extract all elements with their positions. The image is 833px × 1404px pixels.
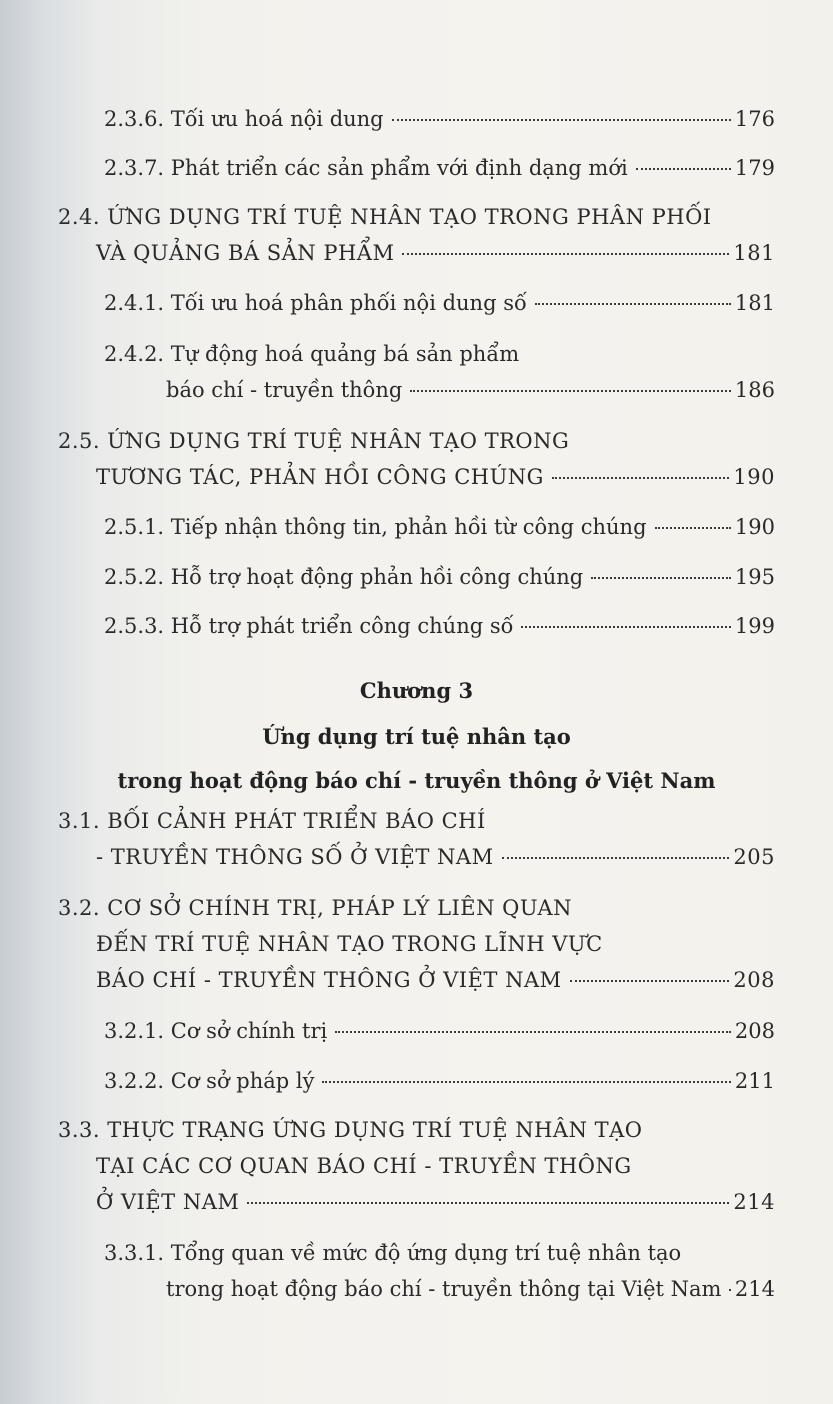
page-number: 208 — [734, 1019, 775, 1043]
toc-title-line-1: THỰC TRẠNG ỨNG DỤNG TRÍ TUỆ NHÂN TẠO — [107, 1118, 643, 1142]
leader-dots — [402, 253, 729, 255]
toc-entry-3-3-1[interactable] — [104, 1235, 775, 1307]
toc-number: 3.3. — [58, 1118, 101, 1142]
toc-number: 2.4.1. — [104, 291, 165, 315]
toc-entry-2-5-2[interactable] — [104, 559, 775, 595]
toc-entry-2-3-7[interactable] — [104, 150, 775, 186]
toc-entry-2-5-1[interactable] — [104, 509, 775, 545]
toc-title: Hỗ trợ phát triển công chúng số — [170, 614, 514, 638]
toc-number: 2.5.2. — [104, 565, 165, 589]
toc-title-line-3: BÁO CHÍ - TRUYỀN THÔNG Ở VIỆT NAM — [96, 968, 562, 992]
toc-entry-2-4[interactable] — [58, 199, 775, 271]
toc-entry-2-3-6[interactable] — [104, 101, 775, 137]
toc-title: Tối ưu hoá phân phối nội dung số — [170, 291, 527, 315]
toc-title-line-1: ỨNG DỤNG TRÍ TUỆ NHÂN TẠO TRONG PHÂN PHỐI — [107, 205, 712, 229]
leader-dots — [521, 626, 730, 628]
leader-dots — [729, 1289, 730, 1291]
toc-title-line-2: TẠI CÁC CƠ QUAN BÁO CHÍ - TRUYỀN THÔNG — [96, 1154, 632, 1178]
toc-title-line-2: VÀ QUẢNG BÁ SẢN PHẨM — [96, 241, 395, 265]
page-number: 176 — [734, 107, 775, 131]
toc-number: 2.5.3. — [104, 614, 165, 638]
chapter-title-line-1: Ứng dụng trí tuệ nhân tạo — [262, 724, 571, 749]
toc-title: Tiếp nhận thông tin, phản hồi từ công chúng — [170, 515, 647, 539]
page-number: 214 — [734, 1277, 775, 1301]
page-number: 190 — [734, 515, 775, 539]
toc-title-line-2: ĐẾN TRÍ TUỆ NHÂN TẠO TRONG LĨNH VỰC — [96, 932, 603, 956]
leader-dots — [410, 390, 731, 392]
leader-dots — [247, 1202, 729, 1204]
toc-number: 3.2. — [58, 896, 101, 920]
toc-number: 2.3.7. — [104, 156, 165, 180]
toc-number: 2.4. — [58, 205, 101, 229]
toc-title: Cơ sở pháp lý — [170, 1069, 315, 1093]
toc-number: 3.2.2. — [104, 1069, 165, 1093]
toc-title-line-1: BỐI CẢNH PHÁT TRIỂN BÁO CHÍ — [107, 809, 486, 833]
toc-entry-2-4-2[interactable] — [104, 336, 775, 408]
chapter-heading — [58, 671, 775, 801]
page-number: 214 — [733, 1190, 775, 1214]
leader-dots — [502, 857, 730, 859]
toc-number: 3.2.1. — [104, 1019, 165, 1043]
page-number: 190 — [733, 465, 775, 489]
page-number: 208 — [733, 968, 775, 992]
toc-title-line-1: CƠ SỞ CHÍNH TRỊ, PHÁP LÝ LIÊN QUAN — [107, 896, 572, 920]
toc-title: Phát triển các sản phẩm với định dạng mới — [170, 156, 628, 180]
toc-entry-3-1[interactable] — [58, 803, 775, 875]
leader-dots — [322, 1081, 730, 1083]
page-number: 179 — [734, 156, 775, 180]
toc-title: Cơ sở chính trị — [170, 1019, 328, 1043]
toc-number: 3.1. — [58, 809, 101, 833]
toc-title-line-3: Ở VIỆT NAM — [96, 1190, 240, 1214]
leader-dots — [570, 980, 730, 982]
toc-entry-3-2-2[interactable] — [104, 1063, 775, 1099]
toc-entry-3-2[interactable] — [58, 890, 775, 998]
toc-title-line-1: Tổng quan về mức độ ứng dụng trí tuệ nhân tạo — [170, 1241, 682, 1265]
page-number: 199 — [734, 614, 775, 638]
leader-dots — [636, 168, 731, 170]
page-number: 186 — [734, 378, 775, 402]
toc-entry-2-4-1[interactable] — [104, 285, 775, 321]
leader-dots — [392, 119, 731, 121]
toc-title: Tối ưu hoá nội dung — [170, 107, 384, 131]
toc-title-line-1: Tự động hoá quảng bá sản phẩm — [170, 342, 520, 366]
toc-number: 2.3.6. — [104, 107, 165, 131]
chapter-title-line-2: trong hoạt động báo chí - truyền thông ở Việt Nam — [117, 768, 716, 793]
toc-entry-2-5-3[interactable] — [104, 608, 775, 644]
leader-dots — [655, 527, 731, 529]
leader-dots — [335, 1031, 731, 1033]
chapter-label: Chương 3 — [359, 678, 474, 703]
toc-entry-3-2-1[interactable] — [104, 1013, 775, 1049]
toc-title: Hỗ trợ hoạt động phản hồi công chúng — [170, 565, 584, 589]
toc-title-line-2: TƯƠNG TÁC, PHẢN HỒI CÔNG CHÚNG — [96, 465, 544, 489]
toc-title-line-2: trong hoạt động báo chí - truyền thông tại Việt Nam — [166, 1277, 722, 1301]
leader-dots — [535, 303, 731, 305]
page-number: 181 — [734, 291, 775, 315]
toc-number: 3.3.1. — [104, 1241, 165, 1265]
page-number: 195 — [734, 565, 775, 589]
toc-number: 2.5.1. — [104, 515, 165, 539]
leader-dots — [591, 577, 731, 579]
toc-title-line-2: báo chí - truyền thông — [166, 378, 403, 402]
page-number: 211 — [734, 1069, 775, 1093]
toc-title-line-2: - TRUYỀN THÔNG SỐ Ở VIỆT NAM — [96, 845, 494, 869]
toc-number: 2.5. — [58, 429, 101, 453]
page-number: 205 — [733, 845, 775, 869]
toc-entry-2-5[interactable] — [58, 423, 775, 495]
toc-entry-3-3[interactable] — [58, 1112, 775, 1220]
toc-number: 2.4.2. — [104, 342, 165, 366]
toc-title-line-1: ỨNG DỤNG TRÍ TUỆ NHÂN TẠO TRONG — [107, 429, 570, 453]
leader-dots — [552, 477, 729, 479]
page-number: 181 — [733, 241, 775, 265]
